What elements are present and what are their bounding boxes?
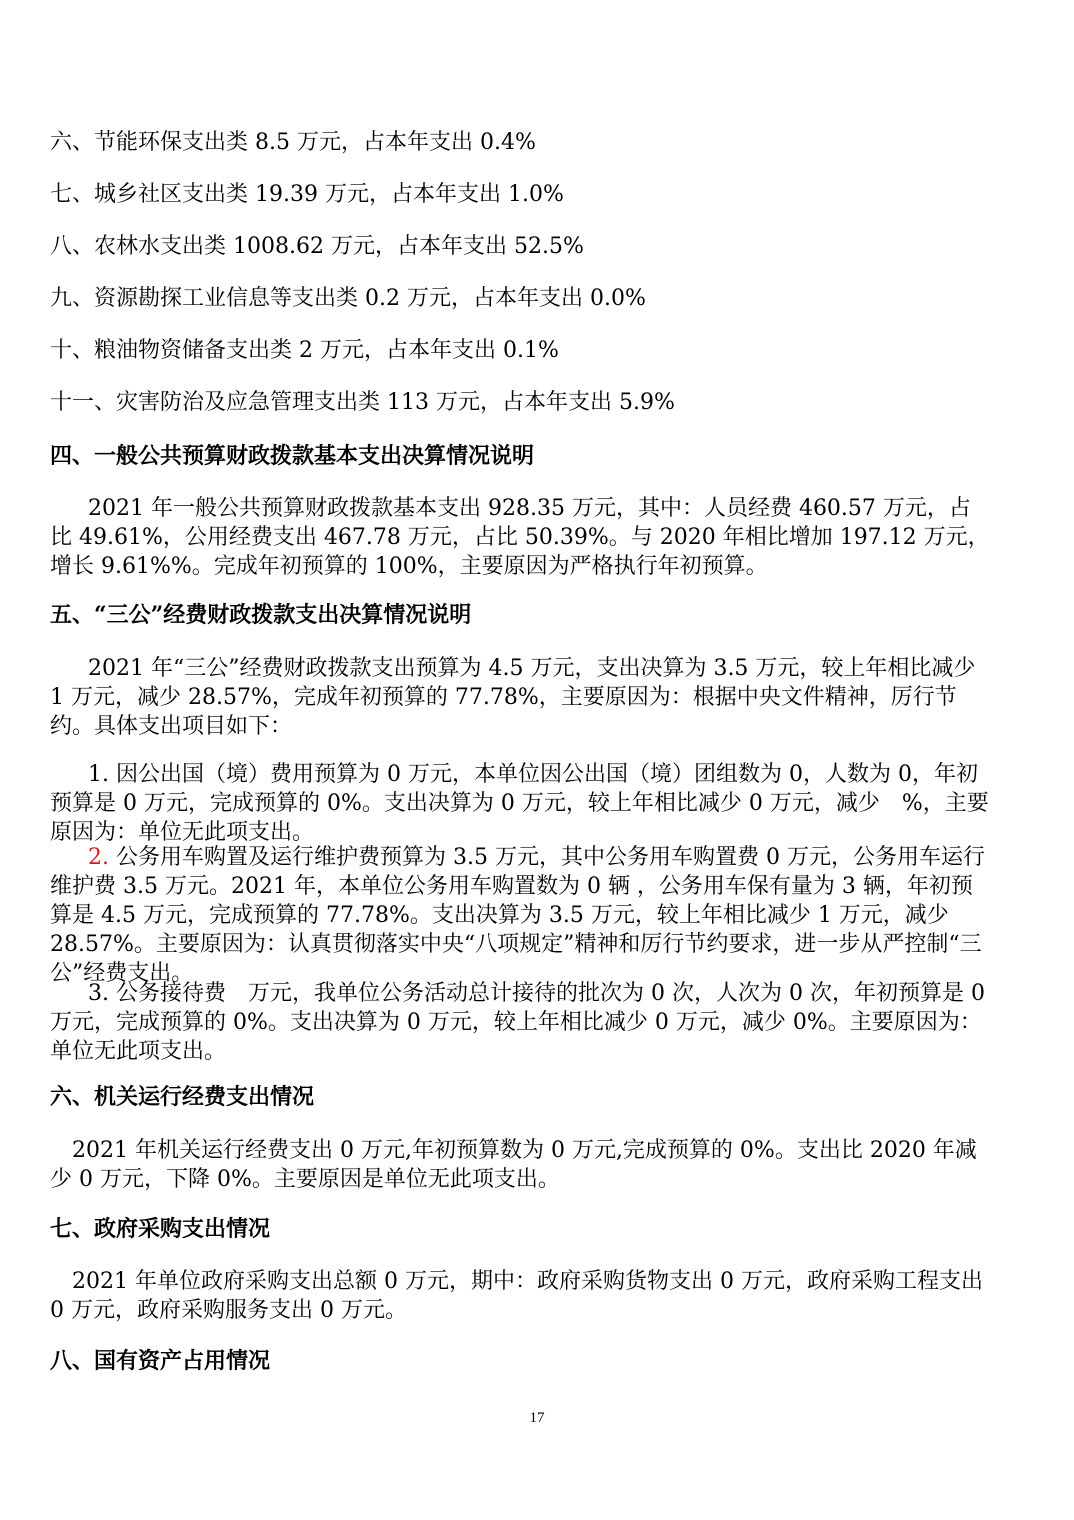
list-paragraph <box>50 760 992 847</box>
paragraph: 2021 年一般公共预算财政拨款基本支出 928.35 万元，其中：人员经费 460.57 万元，占比 49.61%，公用经费支出 467.78 万元，占比 50.39%。与 2020 年相比增加 197.12 万元，增长 9.61%%。完成年初预算的 100%，主要原因为严格执行年初预算。 <box>50 496 990 579</box>
list-paragraph <box>50 843 992 988</box>
list-item: 十、粮油物资储备支出类 2 万元，占本年支出 0.1% <box>50 338 559 363</box>
list-item: 九、资源勘探工业信息等支出类 0.2 万元，占本年支出 0.0% <box>50 286 646 311</box>
list-item: 八、农林水支出类 1008.62 万元，占本年支出 52.5% <box>50 234 584 259</box>
section-heading: 五、“三公”经费财政拨款支出决算情况说明 <box>50 602 472 628</box>
item-number: 3. <box>88 981 109 1006</box>
paragraph: 2021 年“三公”经费财政拨款支出预算为 4.5 万元，支出决算为 3.5 万元，较上年相比减少 1 万元，减少 28.57%，完成年初预算的 77.78%，主要原因为：根据中央文件精神，厉行节约。具体支出项目如下： <box>50 656 976 739</box>
section-heading: 七、政府采购支出情况 <box>50 1216 271 1242</box>
item-number: 1. <box>88 762 109 787</box>
item-number: 2. <box>88 845 109 870</box>
paragraph: 2021 年机关运行经费支出 0 万元,年初预算数为 0 万元,完成预算的 0%。支出比 2020 年减少 0 万元，下降 0%。主要原因是单位无此项支出。 <box>50 1138 977 1192</box>
paragraph: 2021 年单位政府采购支出总额 0 万元，期中：政府采购货物支出 0 万元，政府采购工程支出 0 万元，政府采购服务支出 0 万元。 <box>50 1269 983 1323</box>
list-item: 十一、灾害防治及应急管理支出类 113 万元，占本年支出 5.9% <box>50 390 675 415</box>
list-item: 七、城乡社区支出类 19.39 万元，占本年支出 1.0% <box>50 182 564 207</box>
item-text: 公务接待费 万元，我单位公务活动总计接待的批次为 0 次，人次为 0 次，年初预算是 0 万元，完成预算的 0%。支出决算为 0 万元，较上年相比减少 0 万元，减少 0%。主要原因为：单位无此项支出。 <box>50 981 985 1064</box>
list-item: 六、节能环保支出类 8.5 万元，占本年支出 0.4% <box>50 130 536 155</box>
page-number: 17 <box>529 1410 545 1426</box>
item-text: 因公出国（境）费用预算为 0 万元，本单位因公出国（境）团组数为 0，人数为 0，年初预算是 0 万元，完成预算的 0%。支出决算为 0 万元，较上年相比减少 0 万元，减少 %，主要原因为：单位无此项支出。 <box>50 762 989 845</box>
item-text: 公务用车购置及运行维护费预算为 3.5 万元，其中公务用车购置费 0 万元，公务用车运行维护费 3.5 万元。2021 年，本单位公务用车购置数为 0 辆 ，公务用车保有量为 3 辆，年初预算是 4.5 万元，完成预算的 77.78%。支出决算为 3.5 万元，较上年相比减少 1 万元，减少 28.57%。主要原因为：认真贯彻落实中央“八项规定”精神和厉行节约要求，进一步从严控制“三公”经费支出。 <box>50 845 985 986</box>
section-heading: 六、机关运行经费支出情况 <box>50 1084 315 1110</box>
section-heading: 八、国有资产占用情况 <box>50 1348 271 1374</box>
list-paragraph <box>50 979 992 1066</box>
section-heading: 四、一般公共预算财政拨款基本支出决算情况说明 <box>50 443 535 469</box>
